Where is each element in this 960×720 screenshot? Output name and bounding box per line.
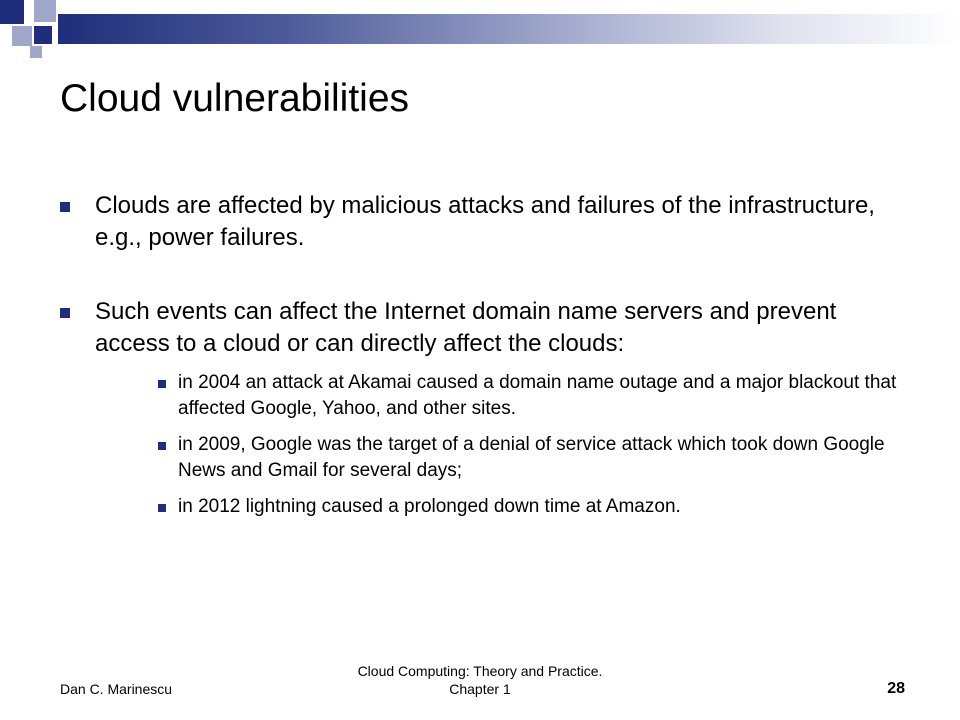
bullet-text: Clouds are affected by malicious attacks and failures of the infrastructure, e.g., power failures. xyxy=(95,192,875,251)
bullet-text: Such events can affect the Internet domain name servers and prevent access to a cloud or can directly affect the clouds: xyxy=(95,298,837,357)
square-bullet-icon xyxy=(158,442,166,450)
square-bullet-icon xyxy=(60,308,70,318)
footer-author: Dan C. Marinescu xyxy=(60,681,173,697)
footer-book-line1: Cloud Computing: Theory and Practice. xyxy=(357,663,603,679)
corner-square-light-left xyxy=(12,26,32,46)
square-bullet-icon xyxy=(60,202,70,212)
corner-square-light-top xyxy=(34,0,56,22)
footer-book-line2: Chapter 1 xyxy=(449,681,511,697)
sub-bullet-text: in 2009, Google was the target of a denial of service attack which took down Google News and Gmail for several days; xyxy=(178,434,885,481)
corner-square-dark-top xyxy=(0,0,24,24)
page-number: 28 xyxy=(887,680,905,697)
corner-square-light-bottom xyxy=(30,46,42,58)
sub-bullet-text: in 2012 lightning caused a prolonged down time at Amazon. xyxy=(178,496,681,517)
slide-title: Cloud vulnerabilities xyxy=(60,77,410,120)
square-bullet-icon xyxy=(158,380,166,388)
header-gradient-bar xyxy=(58,14,960,44)
footer-book-title xyxy=(300,662,660,698)
corner-square-dark-small xyxy=(34,26,52,44)
sub-bullet-text: in 2004 an attack at Akamai caused a domain name outage and a major blackout that affected Google, Yahoo, and other sites. xyxy=(178,372,897,419)
square-bullet-icon xyxy=(158,504,166,512)
